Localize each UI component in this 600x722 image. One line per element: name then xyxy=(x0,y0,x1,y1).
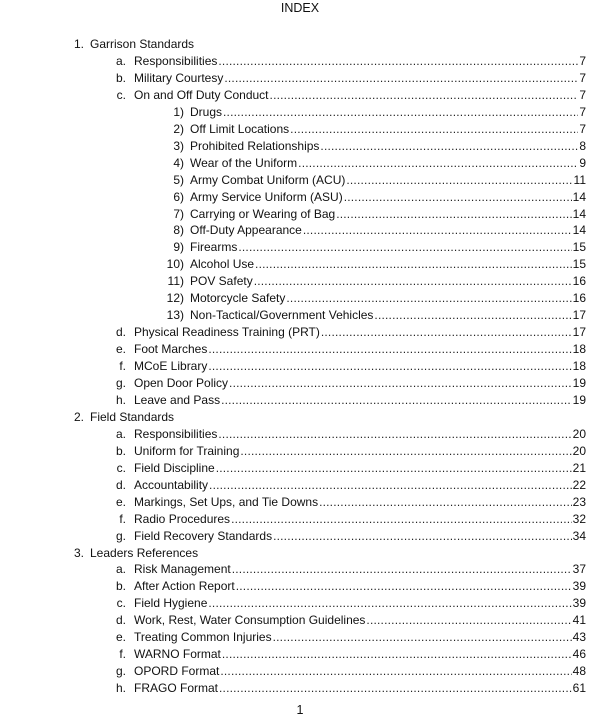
toc-section-heading xyxy=(0,36,600,53)
toc-entry xyxy=(0,375,600,392)
toc-entry-title: Military Courtesy xyxy=(134,70,224,85)
toc-entry-page: 8 xyxy=(579,138,586,153)
toc-entry-title: MCoE Library xyxy=(134,359,208,374)
toc-entry xyxy=(0,87,600,104)
toc-entry-title: Field Discipline xyxy=(134,460,215,475)
toc-entry-page: 7 xyxy=(579,70,586,85)
toc-entry xyxy=(0,239,600,256)
toc-entry xyxy=(0,426,600,443)
toc-entry-marker: e. xyxy=(115,630,126,645)
toc-entry xyxy=(0,392,600,409)
toc-entry-title: Uniform for Training xyxy=(134,443,240,458)
toc-entry-title: Risk Management xyxy=(134,562,231,577)
toc-entry-marker: a. xyxy=(115,426,126,441)
toc-entry-marker: 10) xyxy=(166,257,184,272)
toc-entry-page: 14 xyxy=(572,206,586,221)
dot-leader xyxy=(238,239,571,256)
document-title: INDEX xyxy=(280,1,320,15)
dot-leader xyxy=(218,53,578,70)
toc-entry-page: 23 xyxy=(572,494,586,509)
toc-entry-title: On and Off Duty Conduct xyxy=(134,87,269,102)
toc-entry-title: Foot Marches xyxy=(134,342,208,357)
toc-entry-title: After Action Report xyxy=(134,579,235,594)
dot-leader xyxy=(216,460,572,477)
toc-entry xyxy=(0,477,600,494)
toc-entry-page: 43 xyxy=(572,630,586,645)
toc-entry xyxy=(0,324,600,341)
toc-entry-marker: b. xyxy=(115,70,126,85)
dot-leader xyxy=(218,426,571,443)
toc-entry-page: 20 xyxy=(572,426,586,441)
toc-entry xyxy=(0,511,600,528)
toc-entry-marker: c. xyxy=(116,596,126,611)
toc-entry-marker: 2. xyxy=(73,409,84,424)
toc-entry-title: Firearms xyxy=(190,240,238,255)
toc-entry-marker: h. xyxy=(115,681,126,696)
toc-entry-title: Prohibited Relationships xyxy=(190,138,320,153)
toc-entry-marker: 6) xyxy=(173,189,184,204)
toc-entry xyxy=(0,121,600,138)
toc-entry xyxy=(0,460,600,477)
toc-entry xyxy=(0,443,600,460)
toc-entry-marker: d. xyxy=(115,325,126,340)
toc-entry-title: FRAGO Format xyxy=(134,681,219,696)
toc-entry-marker: 8) xyxy=(173,223,184,238)
toc-section-heading xyxy=(0,409,600,426)
toc-entry-page: 14 xyxy=(572,189,586,204)
dot-leader xyxy=(224,70,578,87)
toc-entry-page: 16 xyxy=(572,291,586,306)
dot-leader xyxy=(223,104,578,121)
toc-entry-title: Field Recovery Standards xyxy=(134,528,273,543)
toc-entry-page: 7 xyxy=(579,87,586,102)
dot-leader xyxy=(232,561,572,578)
toc-entry-page: 17 xyxy=(572,308,586,323)
toc-entry-marker: 7) xyxy=(173,206,184,221)
toc-entry-page: 9 xyxy=(579,155,586,170)
toc-entry xyxy=(0,155,600,172)
toc-entry xyxy=(0,358,600,375)
toc-entry-title: Carrying or Wearing of Bag xyxy=(190,206,336,221)
toc-section-heading xyxy=(0,545,600,562)
toc-entry-title: Physical Readiness Training (PRT) xyxy=(134,325,320,340)
toc-entry-marker: e. xyxy=(115,342,126,357)
toc-entry-page: 20 xyxy=(572,443,586,458)
toc-entry-title: Off-Duty Appearance xyxy=(190,223,302,238)
toc-entry-title: Work, Rest, Water Consumption Guidelines xyxy=(134,613,366,628)
dot-leader xyxy=(319,494,572,511)
toc-entry-marker: f. xyxy=(119,647,126,662)
dot-leader xyxy=(231,511,572,528)
toc-entry-marker: g. xyxy=(115,376,126,390)
toc-entry-marker: e. xyxy=(115,494,126,509)
toc-entry-marker: 3) xyxy=(173,138,184,153)
toc-entry-marker: 1) xyxy=(173,104,184,119)
dot-leader xyxy=(273,629,572,646)
toc-entry xyxy=(0,53,600,70)
toc-entry xyxy=(0,629,600,646)
toc-entry-marker: 11) xyxy=(167,274,184,289)
toc-entry-page: 41 xyxy=(572,613,586,628)
dot-leader xyxy=(286,290,571,307)
toc-entry xyxy=(0,189,600,206)
toc-entry-marker: b. xyxy=(115,579,126,594)
dot-leader xyxy=(320,138,578,155)
toc-entry-marker: 2) xyxy=(173,121,184,136)
dot-leader xyxy=(336,206,571,223)
toc-entry-page: 39 xyxy=(572,579,586,594)
dot-leader xyxy=(229,375,572,392)
toc-entry-page: 18 xyxy=(572,342,586,357)
toc-entry xyxy=(0,256,600,273)
dot-leader xyxy=(366,612,571,629)
toc-entry-marker: 1. xyxy=(73,37,84,51)
toc-entry xyxy=(0,595,600,612)
toc-entry-marker: c. xyxy=(116,460,126,475)
toc-entry xyxy=(0,206,600,223)
toc-entry xyxy=(0,104,600,121)
toc-entry-marker: h. xyxy=(115,392,126,407)
toc-entry xyxy=(0,578,600,595)
dot-leader xyxy=(255,256,572,273)
toc-entry-page: 18 xyxy=(572,359,586,374)
dot-leader xyxy=(321,324,572,341)
dot-leader xyxy=(270,87,579,104)
toc-entry-page: 11 xyxy=(573,172,586,187)
toc-entry xyxy=(0,663,600,680)
toc-section-title: Garrison Standards xyxy=(90,37,195,51)
toc-entry xyxy=(0,561,600,578)
dot-leader xyxy=(221,392,572,409)
toc-entry xyxy=(0,612,600,629)
dot-leader xyxy=(236,578,572,595)
toc-entry-page: 21 xyxy=(572,460,586,475)
toc-entry-marker: f. xyxy=(119,511,126,526)
toc-entry-page: 15 xyxy=(572,257,586,272)
toc-section-title: Field Standards xyxy=(90,409,175,424)
toc-entry-page: 46 xyxy=(572,647,586,662)
toc-entry xyxy=(0,646,600,663)
toc-entry-marker: f. xyxy=(119,359,126,374)
dot-leader xyxy=(254,273,572,290)
toc-entry-marker: a. xyxy=(115,53,126,68)
toc-entry-marker: b. xyxy=(115,443,126,458)
toc-entry xyxy=(0,341,600,358)
toc-entry-title: Leave and Pass xyxy=(134,392,221,407)
toc-entry-page: 37 xyxy=(572,562,586,577)
toc-entry-title: Motorcycle Safety xyxy=(190,291,286,306)
toc-entry xyxy=(0,273,600,290)
toc-entry-title: Markings, Set Ups, and Tie Downs xyxy=(134,494,319,509)
toc-entry-marker: 4) xyxy=(173,155,184,170)
toc-entry-page: 32 xyxy=(572,511,586,526)
toc-entry xyxy=(0,138,600,155)
toc-entry-marker: c. xyxy=(116,87,126,102)
toc-entry-marker: d. xyxy=(115,477,126,492)
toc-entry-marker: 12) xyxy=(166,291,184,306)
toc-entry xyxy=(0,70,600,87)
toc-entry-page: 15 xyxy=(572,240,586,255)
toc-entry-page: 22 xyxy=(572,477,586,492)
dot-leader xyxy=(222,646,572,663)
dot-leader xyxy=(220,663,571,680)
toc-section-title: Leaders References xyxy=(90,545,199,560)
toc-entry xyxy=(0,494,600,511)
toc-entry xyxy=(0,290,600,307)
toc-entry-title: Responsibilities xyxy=(134,426,218,441)
dot-leader xyxy=(344,189,572,206)
toc-entry xyxy=(0,222,600,239)
dot-leader xyxy=(303,222,572,239)
dot-leader xyxy=(208,595,571,612)
toc-entry-title: Alcohol Use xyxy=(190,257,255,272)
toc-entry-title: Field Hygiene xyxy=(134,596,208,611)
toc-entry-title: Wear of the Uniform xyxy=(190,155,298,170)
toc-entry-title: Radio Procedures xyxy=(134,511,231,526)
dot-leader xyxy=(374,307,571,324)
toc-entry-title: Accountability xyxy=(134,477,209,492)
dot-leader xyxy=(209,477,572,494)
dot-leader xyxy=(219,680,572,697)
toc-entry-marker: 9) xyxy=(173,240,184,255)
toc-entry-title: WARNO Format xyxy=(134,647,221,662)
toc-entry-marker: 13) xyxy=(166,308,184,323)
toc-entry-title: Army Service Uniform (ASU) xyxy=(190,189,343,204)
toc-entry-title: Treating Common Injuries xyxy=(134,630,272,645)
toc-entry xyxy=(0,307,600,324)
dot-leader xyxy=(290,121,578,138)
toc-entry-page: 61 xyxy=(572,681,586,696)
toc-entry-page: 48 xyxy=(572,664,586,679)
toc-entry-title: Responsibilities xyxy=(134,53,218,68)
toc-entry xyxy=(0,680,600,697)
toc-entry-page: 17 xyxy=(572,325,586,340)
toc-entry-page: 39 xyxy=(572,596,586,611)
toc-entry-page: 7 xyxy=(579,121,586,136)
dot-leader xyxy=(298,155,578,172)
dot-leader xyxy=(346,172,572,189)
dot-leader xyxy=(273,528,572,545)
toc-entry-title: Drugs xyxy=(190,104,223,119)
toc-entry-page: 19 xyxy=(572,376,586,390)
toc-entry-page: 7 xyxy=(579,53,586,68)
toc-entry xyxy=(0,528,600,545)
dot-leader xyxy=(208,341,571,358)
toc-entry-marker: 5) xyxy=(173,172,184,187)
toc-entry-marker: d. xyxy=(115,613,126,628)
toc-entry-page: 16 xyxy=(572,274,586,289)
toc-entry-page: 34 xyxy=(572,528,586,543)
dot-leader xyxy=(208,358,571,375)
toc-entry-marker: 3. xyxy=(73,545,84,560)
toc-entry-title: POV Safety xyxy=(190,274,253,289)
toc-entry-title: Off Limit Locations xyxy=(190,121,290,136)
toc-entry-title: Non-Tactical/Government Vehicles xyxy=(190,308,374,323)
toc-entry-page: 14 xyxy=(572,223,586,238)
toc-entry-marker: a. xyxy=(115,562,126,577)
toc-entry-title: Open Door Policy xyxy=(134,376,229,390)
toc-entry-title: OPORD Format xyxy=(134,664,220,679)
toc-entry-page: 19 xyxy=(572,392,586,407)
toc-entry-title: Army Combat Uniform (ACU) xyxy=(190,172,346,187)
toc-entry-page: 7 xyxy=(579,104,586,119)
toc-entry-marker: g. xyxy=(115,528,126,543)
toc-entry-marker: g. xyxy=(115,664,126,679)
dot-leader xyxy=(240,443,571,460)
page-number: 1 xyxy=(296,703,304,717)
toc-entry xyxy=(0,172,600,189)
